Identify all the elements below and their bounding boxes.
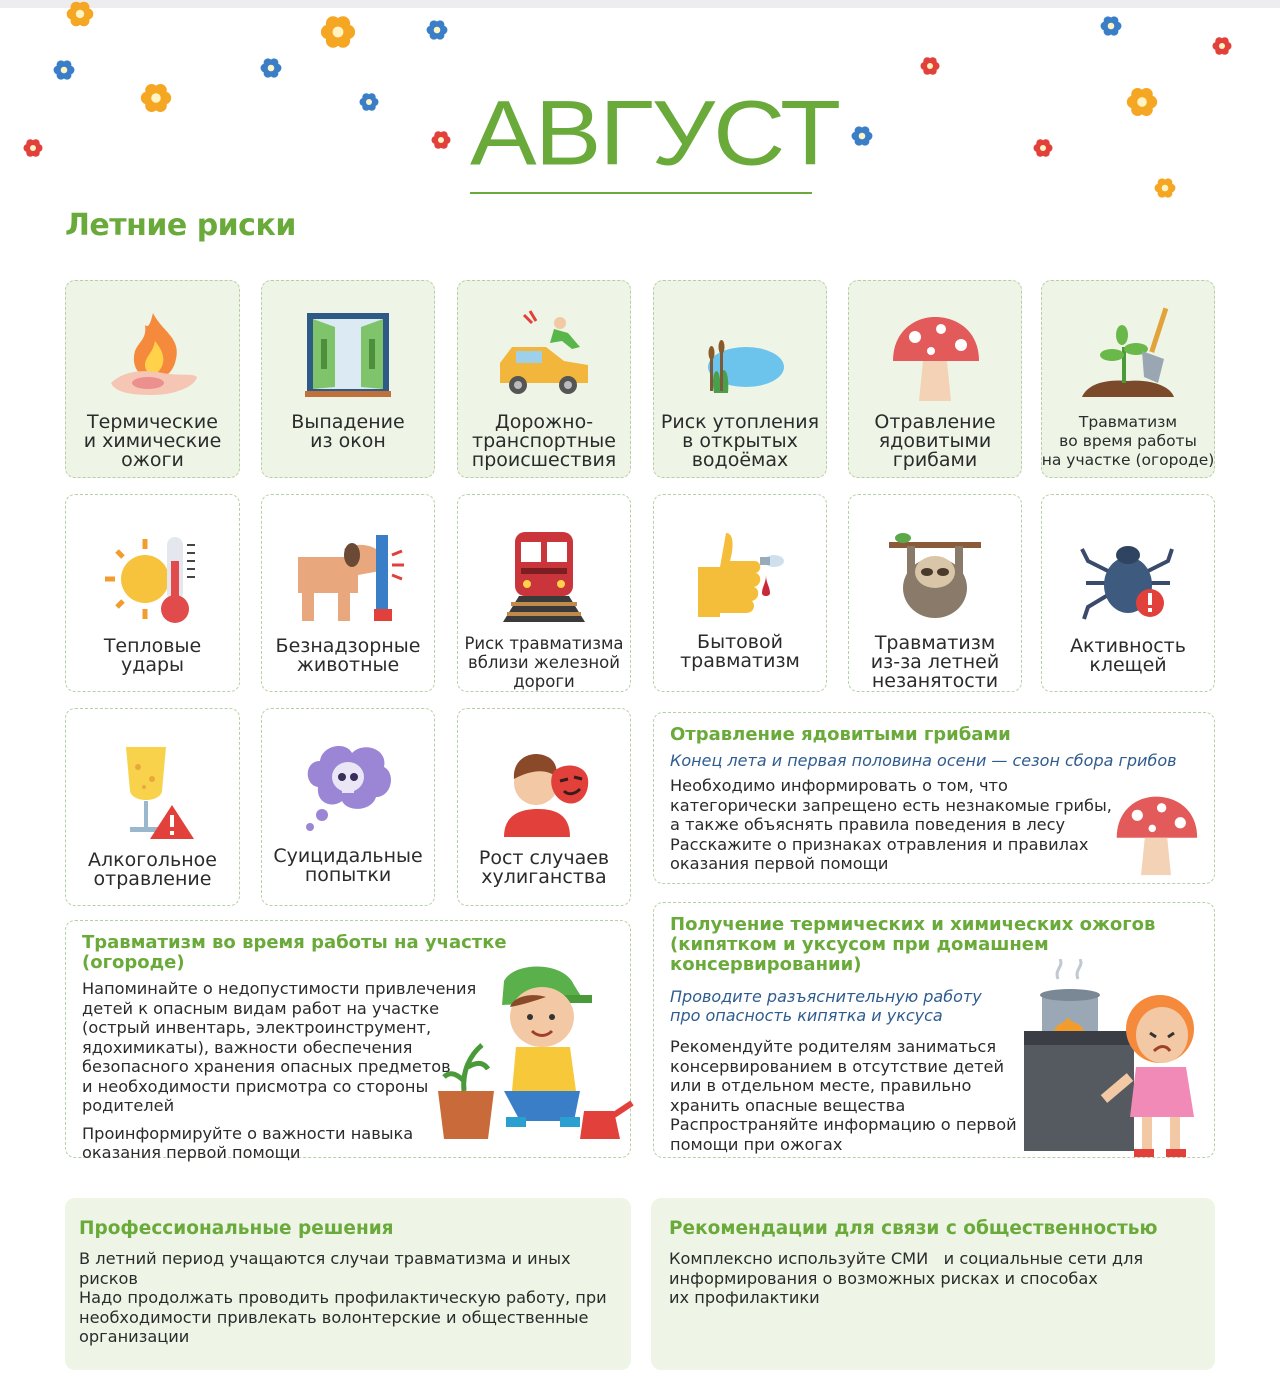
flower-icon xyxy=(53,59,75,81)
flower-icon xyxy=(23,138,43,158)
risk-card-stray-animals xyxy=(261,494,435,692)
text-line: вблизи железной xyxy=(467,653,620,672)
text-line: Получение термических и химических ожогов xyxy=(670,914,1156,935)
risk-label xyxy=(1066,637,1190,675)
text-line: Необходимо информировать о том, что xyxy=(670,776,1008,795)
flower-icon xyxy=(1154,177,1176,199)
text-line: в открытых xyxy=(682,430,798,452)
flower-icon xyxy=(320,14,356,50)
text-line: необходимости привлекать волонтерские и общественные xyxy=(79,1307,589,1327)
text-line: транспортные xyxy=(472,430,616,452)
text-line: родителей xyxy=(82,1096,175,1115)
risk-label xyxy=(676,633,804,671)
text-line: хранить опасные вещества xyxy=(670,1095,906,1115)
risk-card-ticks xyxy=(1041,494,1215,692)
risk-card-household xyxy=(653,494,827,692)
risk-card-idleness xyxy=(848,494,1022,692)
dog-bite-icon xyxy=(288,515,408,627)
burns-info-box xyxy=(653,902,1215,1158)
text-line: на участке (огороде) xyxy=(1041,451,1215,469)
title-underline xyxy=(470,192,812,194)
pond-icon xyxy=(690,295,790,403)
text-line: незанятости xyxy=(871,670,999,692)
mushrooms-info-box xyxy=(653,712,1215,884)
text-line: рисков xyxy=(79,1268,138,1288)
text-line: (кипятком и уксусом при домашнем xyxy=(670,934,1049,955)
text-line: ожоги xyxy=(121,449,184,471)
text-line: категорически запрещено есть незнакомые грибы, xyxy=(670,795,1112,815)
text-line: Бытовой xyxy=(697,631,783,653)
risk-label xyxy=(460,634,627,691)
professional-solutions-title: Профессиональные решения xyxy=(79,1218,394,1239)
text-line: Рекомендуйте родителям заниматься xyxy=(670,1037,997,1056)
wine-glass-icon xyxy=(108,729,198,841)
risk-label xyxy=(269,847,426,885)
flower-icon xyxy=(359,92,379,112)
sloth-icon xyxy=(885,513,985,624)
mushrooms-info-subtitle: Конец лета и первая половина осени — сезон сбора грибов xyxy=(670,751,1177,770)
mushroom-icon xyxy=(1108,791,1204,877)
flower-icon xyxy=(140,82,172,114)
risk-label xyxy=(287,413,408,451)
risk-card-alcohol xyxy=(65,708,240,906)
page-title: АВГУСТ xyxy=(470,81,840,185)
window-icon xyxy=(301,295,395,403)
garden-info-title: Травматизм во время работы на участке (огороде) xyxy=(82,932,507,973)
text-line: Рост случаев xyxy=(478,847,610,869)
text-line: грибами xyxy=(892,449,978,471)
text-line: и химические xyxy=(83,430,222,452)
text-line: из-за летней xyxy=(870,651,1000,673)
text-line: про опасность кипятка и уксуса xyxy=(670,1006,943,1025)
text-line: (острый инвентарь, электроинструмент, xyxy=(82,1018,432,1037)
skull-cloud-icon xyxy=(298,725,398,837)
text-line: Травматизм xyxy=(874,632,996,654)
section-subtitle: Летние риски xyxy=(65,208,296,243)
pr-recommendations-box xyxy=(651,1198,1215,1370)
flower-icon xyxy=(1100,15,1122,37)
mushroom-icon xyxy=(885,295,985,403)
risk-card-hooliganism xyxy=(457,708,631,906)
text-line: хулиганства xyxy=(481,866,607,888)
risk-label xyxy=(272,637,425,675)
risk-label xyxy=(475,849,613,887)
flower-icon xyxy=(260,57,282,79)
text-line: детей к опасным видам работ на участке xyxy=(82,998,440,1018)
text-line: из окон xyxy=(310,430,386,452)
text-line: Проинформируйте о важности навыка xyxy=(82,1123,414,1143)
flower-icon xyxy=(851,125,873,147)
text-line: оказания первой помощи xyxy=(82,1143,301,1162)
tick-bug-icon xyxy=(1078,515,1178,627)
pr-recommendations-text xyxy=(669,1249,1197,1308)
girl-stove-icon xyxy=(1024,959,1214,1159)
risk-card-heatstroke xyxy=(65,494,240,692)
flower-icon xyxy=(1126,86,1158,118)
text-line: Активность xyxy=(1070,635,1186,657)
risk-label xyxy=(84,851,221,889)
sun-thermometer-icon xyxy=(103,515,203,627)
risk-card-railway xyxy=(457,494,631,692)
text-line: или в отдельном месте, правильно xyxy=(670,1076,972,1095)
risk-card-garden xyxy=(1041,280,1215,478)
risk-card-drowning xyxy=(653,280,827,478)
text-line: Напоминайте о недопустимости привлечения xyxy=(82,979,477,998)
flower-icon xyxy=(1033,138,1053,158)
mushrooms-info-title: Отравление ядовитыми грибами xyxy=(670,724,1011,745)
risk-card-burns xyxy=(65,280,240,478)
text-line: консервировании) xyxy=(670,954,862,975)
risk-label xyxy=(867,634,1003,691)
risk-label xyxy=(657,413,823,470)
garden-info-box xyxy=(65,920,631,1162)
text-line: их профилактики xyxy=(669,1288,820,1307)
flower-icon xyxy=(66,0,94,28)
risk-label xyxy=(1038,413,1219,470)
car-accident-icon xyxy=(494,295,594,403)
text-line: Травматизм xyxy=(1078,413,1178,431)
risk-label xyxy=(468,413,620,470)
text-line: попытки xyxy=(304,864,392,886)
text-line: Алкогольное xyxy=(88,849,217,871)
text-line: Распространяйте информацию о первой xyxy=(670,1115,1017,1134)
risk-card-windows xyxy=(261,280,435,478)
professional-solutions-box xyxy=(65,1198,631,1370)
text-line: Отравление xyxy=(874,411,996,433)
text-line: Тепловые xyxy=(103,635,202,657)
text-line: водоёмах xyxy=(691,449,789,471)
boy-mask-icon xyxy=(494,727,594,839)
risk-card-suicide xyxy=(261,708,435,906)
text-line: а также объяснять правила поведения в лесу xyxy=(670,815,1066,834)
text-line: ядохимикаты), важности обеспечения xyxy=(82,1037,413,1057)
text-line: клещей xyxy=(1089,654,1167,676)
text-line: Риск утопления xyxy=(660,411,820,433)
text-line: Дорожно- xyxy=(494,411,594,433)
thumb-injury-icon xyxy=(690,511,790,623)
text-line: Расскажите о признаках отравления и правилах xyxy=(670,834,1089,854)
text-line: Риск травматизма xyxy=(464,634,624,653)
pr-recommendations-title: Рекомендации для связи с общественностью xyxy=(669,1218,1158,1239)
risk-label xyxy=(80,413,226,470)
text-line: Выпадение xyxy=(291,411,405,433)
text-line: ядовитыми xyxy=(878,430,992,452)
top-bar xyxy=(0,0,1280,8)
shovel-plant-icon xyxy=(1078,295,1178,403)
text-line: безопасного хранения опасных предметов xyxy=(82,1057,451,1076)
text-line: оказания первой помощи xyxy=(670,854,889,873)
text-line: отравление xyxy=(93,868,212,890)
text-line: травматизм xyxy=(680,650,800,672)
text-line: дороги xyxy=(513,672,575,691)
risk-card-traffic xyxy=(457,280,631,478)
text-line: информирования о возможных рисках и способах xyxy=(669,1268,1098,1288)
train-icon xyxy=(499,513,589,624)
text-line: Термические xyxy=(87,411,218,433)
text-line: Суицидальные xyxy=(273,845,423,867)
text-line: Проводите разъяснительную работу xyxy=(670,987,982,1006)
flower-icon xyxy=(426,19,448,41)
text-line: помощи при ожогах xyxy=(670,1134,843,1154)
risk-label xyxy=(100,637,205,675)
text-line: удары xyxy=(120,654,185,676)
risk-label xyxy=(870,413,999,470)
text-line: консервированием в отсутствие детей xyxy=(670,1056,1005,1076)
fire-hand-icon xyxy=(103,295,203,403)
risk-card-mushrooms xyxy=(848,280,1022,478)
text-line: во время работы xyxy=(1059,432,1197,450)
text-line: животные xyxy=(296,654,400,676)
text-line: и необходимости присмотра со стороны xyxy=(82,1076,429,1096)
text-line: Комплексно используйте СМИ и социальные сети для xyxy=(669,1249,1144,1268)
flower-icon xyxy=(431,130,451,150)
flower-icon xyxy=(1212,36,1232,56)
boy-gardening-icon xyxy=(434,961,634,1151)
text-line: Безнадзорные xyxy=(275,635,421,657)
professional-solutions-text xyxy=(79,1249,617,1347)
text-line: В летний период учащаются случаи травматизма и иных xyxy=(79,1249,571,1268)
flower-icon xyxy=(920,56,940,76)
text-line: организации xyxy=(79,1327,190,1346)
text-line: Надо продолжать проводить профилактическую работу, при xyxy=(79,1288,607,1307)
text-line: происшествия xyxy=(471,449,617,471)
